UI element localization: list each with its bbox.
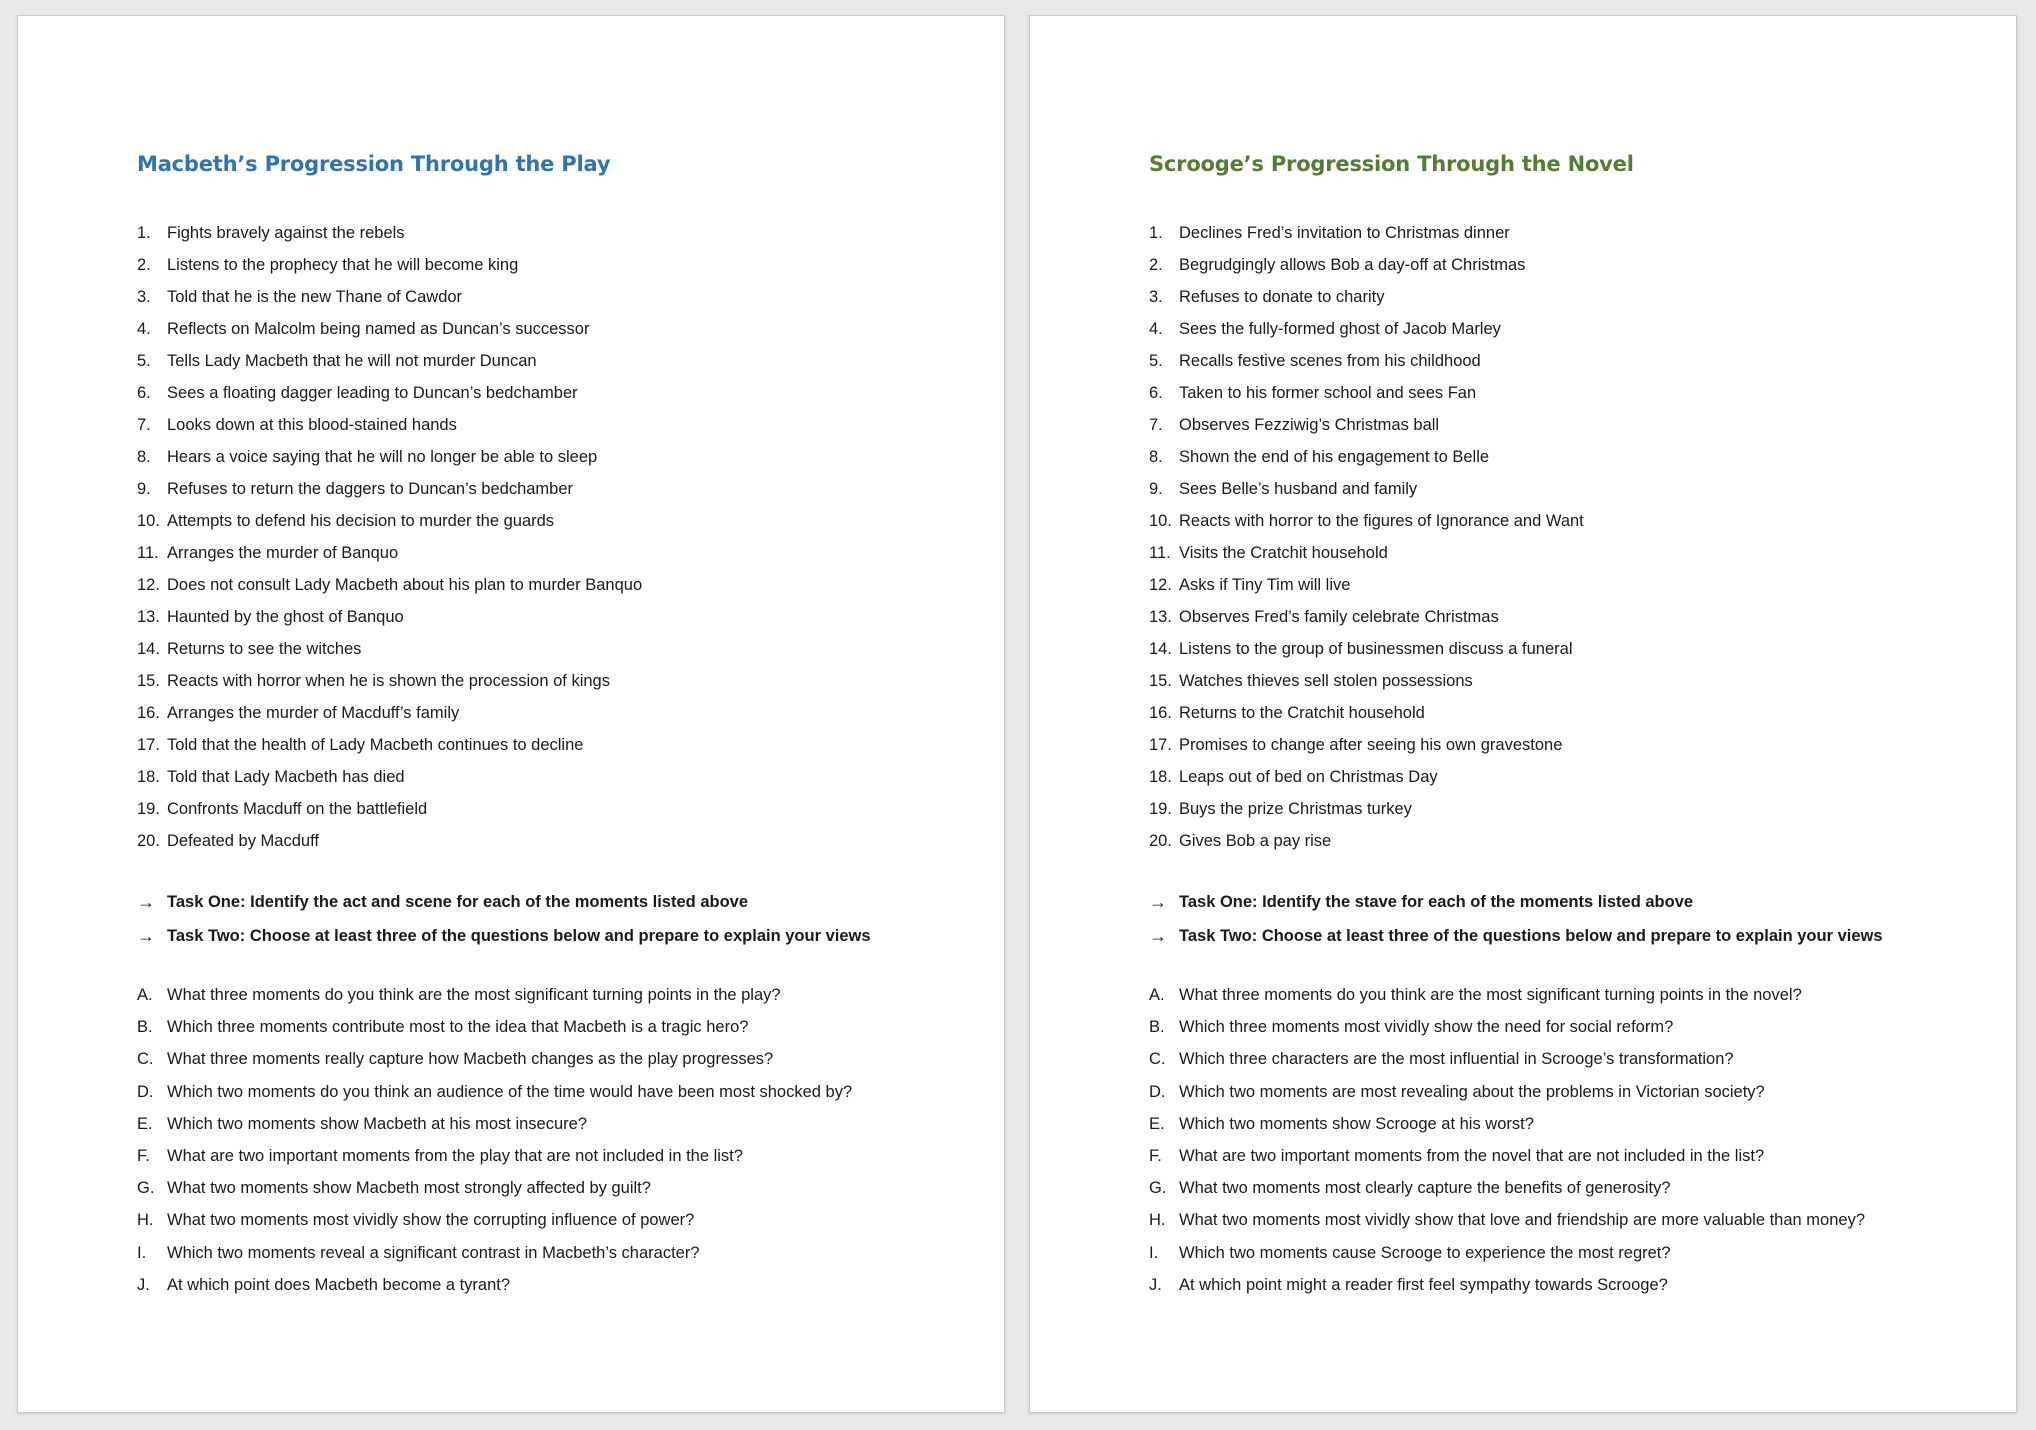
moment-text: Sees a floating dagger leading to Duncan’s bedchamber — [167, 384, 578, 402]
moment-item — [1149, 409, 1969, 441]
moment-number: 11. — [137, 544, 159, 562]
question-text: What two moments most clearly capture the benefits of generosity? — [1179, 1179, 1671, 1198]
question-text: Which three moments most vividly show the need for social reform? — [1179, 1018, 1674, 1037]
task-item — [1149, 885, 1969, 919]
moment-item — [137, 633, 957, 665]
moment-number: 8. — [137, 448, 151, 466]
question-letter: G. — [1149, 1179, 1167, 1198]
moment-item — [1149, 345, 1969, 377]
moment-number: 17. — [1149, 736, 1172, 754]
moment-text: Shown the end of his engagement to Belle — [1179, 448, 1490, 466]
question-letter: F. — [1149, 1146, 1162, 1165]
moment-text: Reacts with horror when he is shown the procession of kings — [167, 672, 610, 690]
moment-number: 15. — [137, 672, 160, 690]
moment-item — [137, 249, 957, 281]
moment-item — [1149, 441, 1969, 473]
question-text: Which two moments show Macbeth at his most insecure? — [167, 1114, 588, 1133]
question-item — [137, 1269, 957, 1301]
task-text: Task One: Identify the stave for each of the moments listed above — [1179, 893, 1694, 911]
moment-text: Refuses to donate to charity — [1179, 288, 1385, 306]
moment-number: 12. — [137, 576, 160, 594]
arrow-right-icon: → — [137, 892, 155, 912]
moment-text: Observes Fezziwig’s Christmas ball — [1179, 416, 1440, 434]
moment-number: 14. — [1149, 640, 1172, 658]
moment-item — [1149, 281, 1969, 313]
moment-text: Listens to the group of businessmen discuss a funeral — [1179, 640, 1573, 658]
moment-item — [1149, 697, 1969, 729]
tasks-list — [1149, 885, 1969, 953]
moment-item — [137, 601, 957, 633]
question-text: At which point does Macbeth become a tyrant? — [167, 1275, 511, 1294]
question-text: What three moments really capture how Macbeth changes as the play progresses? — [167, 1050, 774, 1069]
moment-number: 15. — [1149, 672, 1172, 690]
moment-number: 7. — [1149, 416, 1163, 434]
moment-number: 19. — [1149, 800, 1172, 818]
question-item — [137, 1204, 957, 1236]
question-text: Which three moments contribute most to the idea that Macbeth is a tragic hero? — [167, 1018, 749, 1037]
page-macbeth — [17, 15, 1005, 1413]
moment-item — [137, 345, 957, 377]
moment-number: 20. — [137, 832, 160, 850]
question-text: What three moments do you think are the most significant turning points in the novel? — [1179, 986, 1802, 1004]
moment-text: Confronts Macduff on the battlefield — [167, 800, 428, 818]
question-letter: C. — [1149, 1050, 1166, 1069]
question-text: At which point might a reader first feel sympathy towards Scrooge? — [1179, 1275, 1668, 1294]
moment-item — [1149, 633, 1969, 665]
task-text: Task Two: Choose at least three of the questions below and prepare to explain your views — [1179, 927, 1883, 945]
question-text: Which two moments cause Scrooge to experience the most regret? — [1179, 1243, 1671, 1262]
question-item — [1149, 1011, 1969, 1043]
moment-number: 18. — [137, 768, 160, 786]
moment-text: Reflects on Malcolm being named as Duncan’s successor — [167, 320, 590, 338]
moment-number: 6. — [137, 384, 151, 402]
page-content — [137, 134, 957, 1301]
question-item — [137, 1076, 957, 1108]
moment-item — [1149, 505, 1969, 537]
question-item — [137, 1237, 957, 1269]
questions-list — [1149, 979, 1969, 1301]
questions-list — [137, 979, 957, 1301]
moments-list — [1149, 217, 1969, 857]
moment-text: Observes Fred’s family celebrate Christmas — [1179, 608, 1499, 626]
question-letter: I. — [137, 1243, 147, 1262]
moment-item — [1149, 569, 1969, 601]
moment-item — [137, 377, 957, 409]
moment-text: Watches thieves sell stolen possessions — [1179, 672, 1473, 690]
question-letter: I. — [1149, 1243, 1159, 1262]
moment-text: Declines Fred’s invitation to Christmas dinner — [1179, 224, 1510, 242]
moment-text: Haunted by the ghost of Banquo — [167, 608, 404, 626]
question-item — [1149, 1076, 1969, 1108]
moment-number: 13. — [1149, 608, 1172, 626]
moment-item — [137, 505, 957, 537]
moment-item — [1149, 249, 1969, 281]
moment-text: Returns to the Cratchit household — [1179, 704, 1425, 722]
question-text: What are two important moments from the novel that are not included in the list? — [1179, 1146, 1765, 1165]
question-text: What are two important moments from the play that are not included in the list? — [167, 1146, 743, 1165]
moment-number: 3. — [137, 288, 151, 306]
moment-number: 4. — [1149, 320, 1163, 338]
moment-number: 16. — [1149, 704, 1172, 722]
question-letter: D. — [1149, 1082, 1166, 1101]
moment-text: Taken to his former school and sees Fan — [1179, 384, 1477, 402]
moment-text: Asks if Tiny Tim will live — [1179, 576, 1351, 594]
question-item — [137, 979, 957, 1011]
moment-item — [137, 729, 957, 761]
moment-number: 4. — [137, 320, 151, 338]
question-text: What two moments most vividly show that love and friendship are more valuable than money? — [1179, 1211, 1865, 1230]
question-letter: A. — [1149, 986, 1165, 1004]
moments-list — [137, 217, 957, 857]
question-letter: A. — [137, 986, 153, 1004]
moment-text: Buys the prize Christmas turkey — [1179, 800, 1412, 818]
tasks-list — [137, 885, 957, 953]
moment-number: 8. — [1149, 448, 1163, 466]
moment-item — [1149, 761, 1969, 793]
question-item — [1149, 979, 1969, 1011]
moment-item — [137, 569, 957, 601]
moment-item — [137, 825, 957, 857]
question-item — [137, 1011, 957, 1043]
question-text: Which two moments reveal a significant contrast in Macbeth’s character? — [167, 1243, 700, 1262]
moment-item — [137, 761, 957, 793]
moment-item — [137, 665, 957, 697]
moment-number: 20. — [1149, 832, 1172, 850]
question-letter: J. — [137, 1275, 150, 1294]
question-letter: G. — [137, 1179, 155, 1198]
moment-number: 2. — [137, 256, 151, 274]
question-item — [137, 1043, 957, 1075]
moment-number: 6. — [1149, 384, 1163, 402]
moment-text: Defeated by Macduff — [167, 832, 319, 850]
moment-number: 5. — [1149, 352, 1163, 370]
moment-number: 14. — [137, 640, 160, 658]
question-letter: D. — [137, 1082, 154, 1101]
arrow-right-icon: → — [137, 926, 155, 946]
moment-number: 12. — [1149, 576, 1172, 594]
task-item — [1149, 919, 1969, 953]
moment-number: 18. — [1149, 768, 1172, 786]
question-item — [1149, 1172, 1969, 1204]
moment-number: 1. — [1149, 224, 1163, 242]
moment-item — [1149, 217, 1969, 249]
task-item — [137, 919, 957, 953]
moment-item — [1149, 793, 1969, 825]
moment-text: Told that he is the new Thane of Cawdor — [167, 288, 463, 306]
task-text: Task One: Identify the act and scene for each of the moments listed above — [167, 893, 749, 911]
moment-number: 13. — [137, 608, 160, 626]
question-item — [137, 1140, 957, 1172]
question-letter: H. — [137, 1211, 154, 1230]
moment-text: Reacts with horror to the figures of Ignorance and Want — [1179, 512, 1584, 530]
moment-number: 3. — [1149, 288, 1163, 306]
question-item — [1149, 1269, 1969, 1301]
moment-number: 11. — [1149, 544, 1171, 562]
question-item — [1149, 1043, 1969, 1075]
moment-number: 1. — [137, 224, 151, 242]
page-scrooge — [1029, 15, 2017, 1413]
moment-text: Attempts to defend his decision to murder the guards — [167, 512, 555, 530]
moment-text: Leaps out of bed on Christmas Day — [1179, 768, 1438, 786]
question-text: What three moments do you think are the most significant turning points in the play? — [167, 986, 781, 1004]
moment-text: Begrudgingly allows Bob a day-off at Christmas — [1179, 256, 1526, 274]
moment-text: Fights bravely against the rebels — [167, 224, 405, 242]
moment-number: 10. — [137, 512, 160, 530]
page-title: Macbeth’s Progression Through the Play — [137, 152, 611, 176]
moment-text: Listens to the prophecy that he will become king — [167, 256, 519, 274]
moment-item — [137, 793, 957, 825]
moment-text: Told that the health of Lady Macbeth continues to decline — [167, 736, 584, 754]
moment-item — [1149, 313, 1969, 345]
question-text: What two moments most vividly show the corrupting influence of power? — [167, 1211, 695, 1230]
moment-item — [1149, 665, 1969, 697]
question-letter: B. — [1149, 1018, 1165, 1037]
question-item — [1149, 1204, 1969, 1236]
question-text: Which two moments do you think an audience of the time would have been most shocked by? — [167, 1082, 853, 1101]
question-item — [1149, 1237, 1969, 1269]
moment-item — [137, 697, 957, 729]
task-text: Task Two: Choose at least three of the questions below and prepare to explain your views — [167, 927, 871, 945]
moment-item — [1149, 473, 1969, 505]
moment-item — [137, 409, 957, 441]
moment-text: Does not consult Lady Macbeth about his plan to murder Banquo — [167, 576, 643, 594]
arrow-right-icon: → — [1149, 892, 1167, 912]
moment-text: Recalls festive scenes from his childhood — [1179, 352, 1481, 370]
question-text: What two moments show Macbeth most strongly affected by guilt? — [167, 1179, 651, 1198]
moment-text: Told that Lady Macbeth has died — [167, 768, 405, 786]
task-item — [137, 885, 957, 919]
question-letter: E. — [137, 1114, 153, 1133]
question-item — [137, 1108, 957, 1140]
moment-text: Refuses to return the daggers to Duncan’s bedchamber — [167, 480, 574, 498]
moment-text: Sees Belle’s husband and family — [1179, 480, 1418, 498]
moment-text: Arranges the murder of Banquo — [167, 544, 399, 562]
moment-text: Looks down at this blood-stained hands — [167, 416, 457, 434]
moment-item — [1149, 825, 1969, 857]
moment-text: Returns to see the witches — [167, 640, 362, 658]
moment-text: Promises to change after seeing his own gravestone — [1179, 736, 1563, 754]
moment-text: Visits the Cratchit household — [1179, 544, 1388, 562]
question-letter: E. — [1149, 1114, 1165, 1133]
question-item — [137, 1172, 957, 1204]
moment-number: 5. — [137, 352, 151, 370]
question-letter: J. — [1149, 1275, 1162, 1294]
question-letter: F. — [137, 1146, 150, 1165]
moment-number: 16. — [137, 704, 160, 722]
moment-item — [137, 537, 957, 569]
question-text: Which three characters are the most influential in Scrooge’s transformation? — [1179, 1050, 1734, 1069]
moment-item — [1149, 601, 1969, 633]
moment-number: 9. — [1149, 480, 1163, 498]
question-text: Which two moments are most revealing about the problems in Victorian society? — [1179, 1082, 1765, 1101]
moment-item — [137, 313, 957, 345]
moment-item — [137, 217, 957, 249]
moment-number: 19. — [137, 800, 160, 818]
page-content — [1149, 134, 1969, 1301]
question-letter: H. — [1149, 1211, 1166, 1230]
question-letter: C. — [137, 1050, 154, 1069]
moment-text: Sees the fully-formed ghost of Jacob Marley — [1179, 320, 1501, 338]
moment-number: 2. — [1149, 256, 1163, 274]
question-letter: B. — [137, 1018, 153, 1037]
moment-text: Gives Bob a pay rise — [1179, 832, 1332, 850]
moment-item — [1149, 377, 1969, 409]
moment-text: Arranges the murder of Macduff’s family — [167, 704, 460, 722]
moment-number: 9. — [137, 480, 151, 498]
moment-item — [1149, 537, 1969, 569]
question-text: Which two moments show Scrooge at his worst? — [1179, 1114, 1534, 1133]
arrow-right-icon: → — [1149, 926, 1167, 946]
question-item — [1149, 1108, 1969, 1140]
page-title: Scrooge’s Progression Through the Novel — [1149, 152, 1634, 176]
moment-item — [137, 441, 957, 473]
question-item — [1149, 1140, 1969, 1172]
moment-item — [137, 473, 957, 505]
moment-item — [137, 281, 957, 313]
moment-text: Tells Lady Macbeth that he will not murder Duncan — [167, 352, 537, 370]
moment-number: 10. — [1149, 512, 1172, 530]
moment-text: Hears a voice saying that he will no longer be able to sleep — [167, 448, 598, 466]
moment-number: 7. — [137, 416, 151, 434]
moment-item — [1149, 729, 1969, 761]
moment-number: 17. — [137, 736, 160, 754]
